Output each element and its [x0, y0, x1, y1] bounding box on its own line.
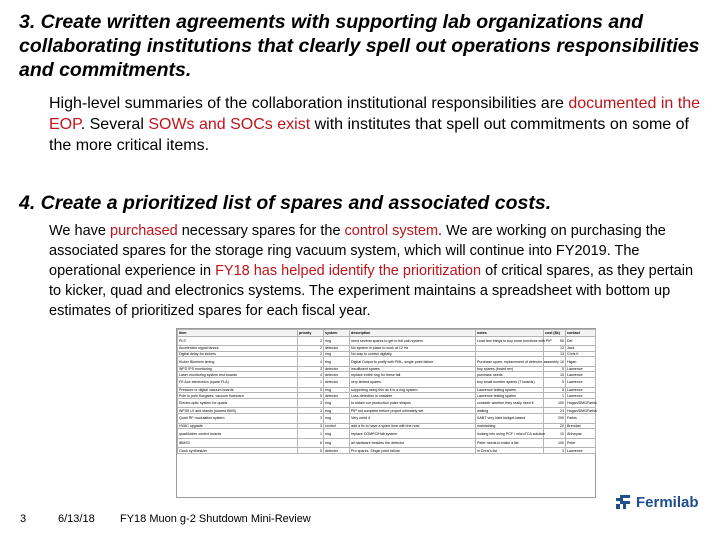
text-run: with institutes that spell out commitments on some of the more critical items.	[49, 116, 689, 154]
table-cell: 100	[544, 398, 566, 408]
text-run: . We are working on purchasing the associated spares for the storage ring vacuum system, which will continue into FY2019. The operational experience in	[49, 223, 666, 279]
table-cell: detector	[324, 393, 350, 399]
table-row	[178, 398, 596, 408]
table-body	[178, 336, 596, 454]
table-cell: PLS	[178, 336, 298, 346]
highlight-text: FY18 has helped identify the prioritization	[215, 263, 482, 279]
table-header-cell: description	[350, 330, 476, 337]
table-cell: detector	[324, 346, 350, 352]
table-cell: 2	[298, 336, 324, 346]
table-cell: 4	[298, 372, 324, 378]
table-cell: 3	[298, 366, 324, 372]
table-cell: to obtain our production pulse shapes	[350, 398, 476, 408]
table-cell: Peter needs to make a list	[476, 438, 544, 448]
table-cell: Lawrence	[566, 393, 596, 399]
table-cell: 15	[544, 372, 566, 378]
table-cell: PIP not complete before project ultimately set	[350, 408, 476, 414]
paragraph-item-4	[49, 221, 709, 321]
table-cell: Pro spares. Single point failure	[350, 448, 476, 454]
table-cell: Lawrence testing spares	[476, 387, 544, 393]
table-cell: control	[324, 423, 350, 429]
table-header-cell: priority	[298, 330, 324, 337]
table-cell: 50	[544, 336, 566, 346]
table-cell: Pole to pole fluxgates, vacuum fluxboard	[178, 393, 298, 399]
page-number: 3	[20, 513, 27, 525]
table-cell: IBMS3	[178, 438, 298, 448]
table-cell: add a fix to have a spare time with the host	[350, 423, 476, 429]
table-header-cell: contact	[566, 330, 596, 337]
table-cell: Farkis	[566, 414, 596, 424]
table-cell: Peter	[566, 438, 596, 448]
table-cell: detector	[324, 372, 350, 378]
table-cell: very limited spares	[350, 378, 476, 388]
table-cell: replace COMPC/Hdb system	[350, 429, 476, 439]
table-cell: Electro-optic system for quads	[178, 398, 298, 408]
table-cell: need several spares to get to full calo system	[350, 336, 476, 346]
table-cell: SABT very hard budget-based	[476, 414, 544, 424]
table-cell: purchase needs	[476, 372, 544, 378]
table-cell: 5	[298, 393, 324, 399]
table-cell: maintaining	[476, 423, 544, 429]
table-cell: Very need it	[350, 414, 476, 424]
table-cell: 3	[298, 423, 324, 429]
table-cell: 3	[298, 398, 324, 408]
heading-item-4: 4. Create a prioritized list of spares and associated costs.	[19, 192, 552, 214]
table-cell: quad/kicker control boards	[178, 429, 298, 439]
spares-table	[177, 329, 596, 454]
highlight-text: purchased	[110, 223, 178, 239]
table-cell: consider whether they really need it	[476, 398, 544, 408]
table-row	[178, 357, 596, 367]
table-cell: 6	[298, 438, 324, 448]
table-cell: Del	[566, 336, 596, 346]
table-cell: 3	[298, 408, 324, 414]
table-cell: Lawrence testing spares	[476, 393, 544, 399]
table-cell: replace entire ring for these fail	[350, 372, 476, 378]
table-cell: detector	[324, 448, 350, 454]
table-cell: Quad RF modulation system	[178, 414, 298, 424]
highlight-text: SOWs and SOCs exist	[148, 116, 311, 133]
table-cell: ring	[324, 414, 350, 424]
heading-item-3: 3. Create written agreements with supporting lab organizations and collaborating institutions that clearly spell out operations responsibilities and commitments.	[19, 11, 700, 81]
table-header-cell: cost ($k)	[544, 330, 566, 337]
table-cell: No system in place to work at 12 Hz	[350, 346, 476, 352]
table-cell: Lawrence	[566, 448, 596, 454]
table-cell: detector	[324, 378, 350, 388]
table-cell: buy spares (board rev)	[476, 366, 544, 372]
highlight-text: documented in the EOP	[49, 95, 701, 133]
table-cell: 23	[544, 408, 566, 414]
table-row	[178, 438, 596, 448]
table-cell: Jack	[566, 346, 596, 352]
table-cell: ring	[324, 438, 350, 448]
table-cell: Lawrence	[566, 372, 596, 378]
table-cell: detector	[324, 366, 350, 372]
text-run: . Several	[80, 116, 149, 133]
table-cell: waiting	[476, 408, 544, 414]
text-run: necessary spares for the	[177, 223, 345, 239]
spares-spreadsheet	[176, 328, 596, 498]
table-cell: Purchase spare, replacement of detector. assembly	[476, 357, 544, 367]
table-cell: 4	[298, 357, 324, 367]
table-cell: ring	[324, 429, 350, 439]
table-cell: Accelerator signal fanout	[178, 346, 298, 352]
paragraph-item-3	[49, 93, 709, 156]
table-cell: ring	[324, 387, 350, 393]
table-header-cell: notes	[476, 330, 544, 337]
table-row	[178, 414, 596, 424]
table-cell: Brendan	[566, 423, 596, 429]
text-run: of critical spares, as they pertain to kicker, quad and electronics systems. The experiment maintains a spreadsheet with bottom up estimates of prioritized spares for each fiscal year.	[49, 263, 694, 319]
footer-date: 6/13/18	[58, 513, 95, 525]
table-cell: Hogan/DMGFarkis	[566, 398, 596, 408]
table-cell: 5	[298, 387, 324, 393]
table-cell: No way to control digitally	[350, 351, 476, 357]
table-cell: ring	[324, 336, 350, 346]
table-cell: buy small number spares (7 boards)	[476, 378, 544, 388]
table-cell: Laser monitoring system test boards	[178, 372, 298, 378]
table-cell: ring	[324, 351, 350, 357]
table-cell: Lawrence	[566, 366, 596, 372]
table-header-cell: system	[324, 330, 350, 337]
table-cell: 5	[544, 366, 566, 372]
table-header-cell: Item	[178, 330, 298, 337]
table-cell: 5	[544, 378, 566, 388]
table-cell: 5	[298, 448, 324, 454]
table-row	[178, 336, 596, 346]
text-run: High-level summaries of the collaboration institutional responsibilities are	[49, 95, 569, 112]
table-cell: 10	[544, 429, 566, 439]
table-cell: 2	[298, 346, 324, 352]
table-cell: looking into using PCF / microTCA solution	[476, 429, 544, 439]
table-cell: all hardware besides the detector	[350, 438, 476, 448]
table-cell: Lawrence	[566, 387, 596, 393]
table-cell: 13	[544, 346, 566, 352]
table-cell: 13	[544, 351, 566, 357]
table-cell: Kicker Blumlein timing	[178, 357, 298, 367]
table-cell: 100	[544, 438, 566, 448]
table-row	[178, 429, 596, 439]
footer-title: FY18 Muon g-2 Shutdown Mini-Review	[120, 513, 311, 525]
table-cell: Digital delay for kickers	[178, 351, 298, 357]
table-cell: 1	[298, 429, 324, 439]
table-cell: Clock synthesizer	[178, 448, 298, 454]
highlight-text: control system	[344, 223, 439, 239]
table-cell: Loss detection is unstable	[350, 393, 476, 399]
table-cell: Pressure or digital vacuum boards	[178, 387, 298, 393]
table-cell: insufficient spares	[350, 366, 476, 372]
table-cell: FE Aux electronics (spare FLA)	[178, 378, 298, 388]
table-cell: supporting using this as it is a ring system	[350, 387, 476, 393]
table-row	[178, 378, 596, 388]
text-run: We have	[49, 223, 110, 239]
table-cell: WFD IPS monitoring	[178, 366, 298, 372]
table-cell: Digital Output to purify with PML, single point failure	[350, 357, 476, 367]
table-cell: 2	[298, 351, 324, 357]
table-cell: ring	[324, 408, 350, 414]
table-cell: 1	[298, 378, 324, 388]
table-cell: Lawrence	[566, 378, 596, 388]
table-cell: Ahlseyas	[566, 429, 596, 439]
table-cell: Chris K	[566, 351, 596, 357]
table-cell: 10	[544, 357, 566, 367]
table-cell: Lead few things to buy more functions with PIP	[476, 336, 544, 346]
table-cell: HVAC upgrade	[178, 423, 298, 429]
table-cell: in Chris's list	[476, 448, 544, 454]
fermilab-logo-icon	[614, 493, 632, 511]
table-cell: 3	[298, 414, 324, 424]
table-cell: 20	[544, 423, 566, 429]
table-row	[178, 448, 596, 454]
table-cell: WFD5 LV and stands (shared BMS)	[178, 408, 298, 414]
table-cell: 1	[544, 393, 566, 399]
table-cell: ring	[324, 398, 350, 408]
fermilab-logo	[614, 492, 699, 512]
logo-text: Fermilab	[636, 493, 699, 511]
table-cell: ring	[324, 357, 350, 367]
table-cell: 5	[544, 387, 566, 393]
table-cell: Hogan/DMGFarkis	[567, 408, 597, 413]
table-cell: Higan	[566, 357, 596, 367]
table-cell: 200	[544, 414, 566, 424]
table-cell: 3	[544, 448, 566, 454]
